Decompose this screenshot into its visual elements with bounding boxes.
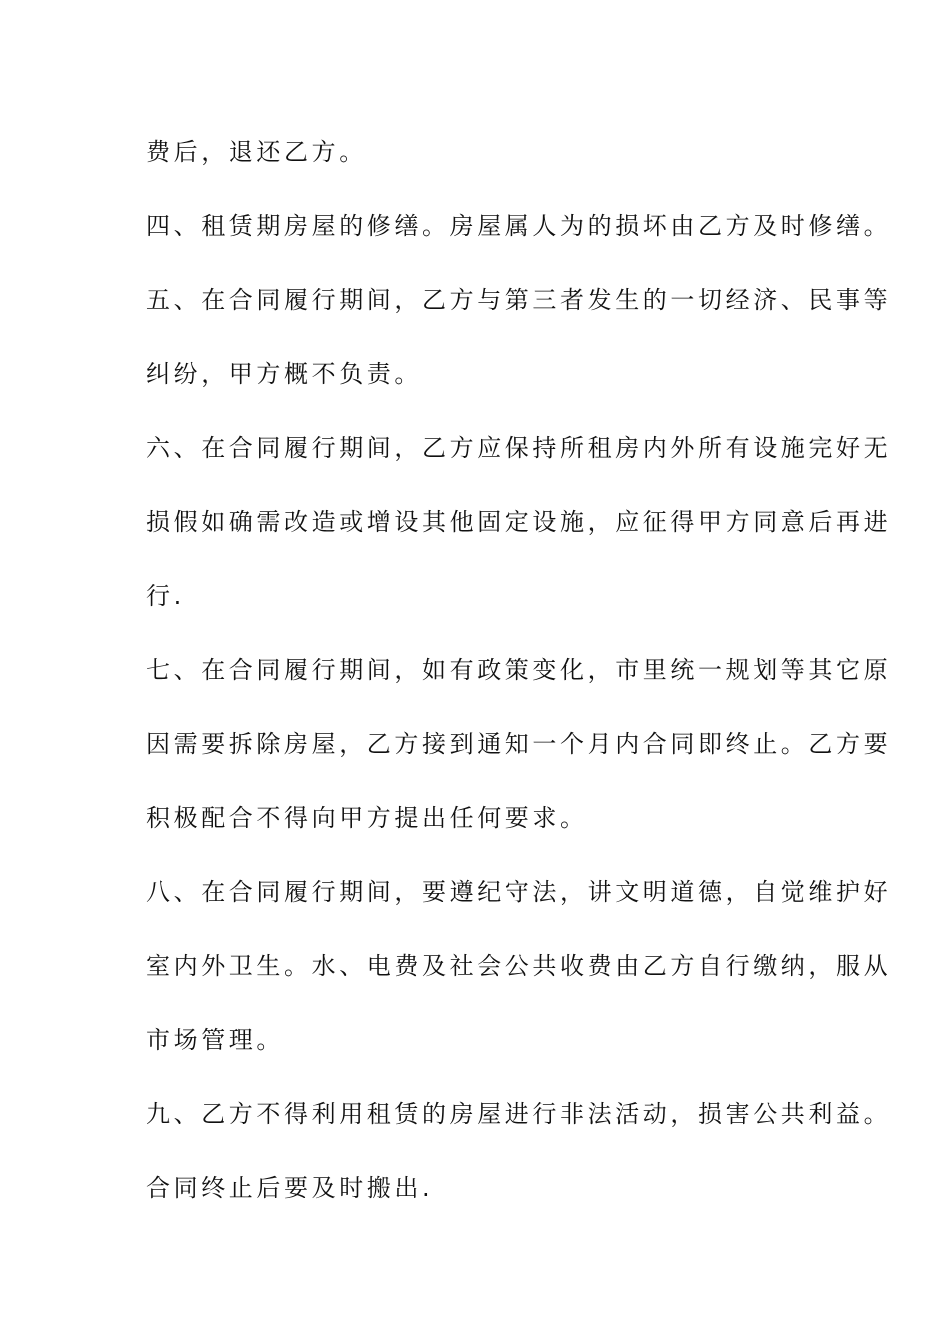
text-line: 七、在合同履行期间，如有政策变化，市里统一规划等其它原 <box>146 656 892 684</box>
text-line: 损假如确需改造或增设其他固定设施，应征得甲方同意后再进 <box>146 508 892 536</box>
text-line: 六、在合同履行期间，乙方应保持所租房内外所有设施完好无 <box>146 434 892 462</box>
text-line: 四、租赁期房屋的修缮。房屋属人为的损坏由乙方及时修缮。 <box>146 212 892 240</box>
text-line: 行. <box>146 582 185 610</box>
text-line: 八、在合同履行期间，要遵纪守法，讲文明道德，自觉维护好 <box>146 878 892 906</box>
text-line: 九、乙方不得利用租赁的房屋进行非法活动，损害公共利益。 <box>146 1100 892 1128</box>
text-line: 五、在合同履行期间，乙方与第三者发生的一切经济、民事等 <box>146 286 892 314</box>
text-line: 室内外卫生。水、电费及社会公共收费由乙方自行缴纳，服从 <box>146 952 892 980</box>
text-line: 因需要拆除房屋，乙方接到通知一个月内合同即终止。乙方要 <box>146 730 892 758</box>
text-line: 积极配合不得向甲方提出任何要求。 <box>146 804 588 832</box>
text-line: 费后，退还乙方。 <box>146 138 367 166</box>
text-line: 合同终止后要及时搬出. <box>146 1174 434 1202</box>
text-line: 市场管理。 <box>146 1026 284 1054</box>
text-line: 纠纷，甲方概不负责。 <box>146 360 422 388</box>
